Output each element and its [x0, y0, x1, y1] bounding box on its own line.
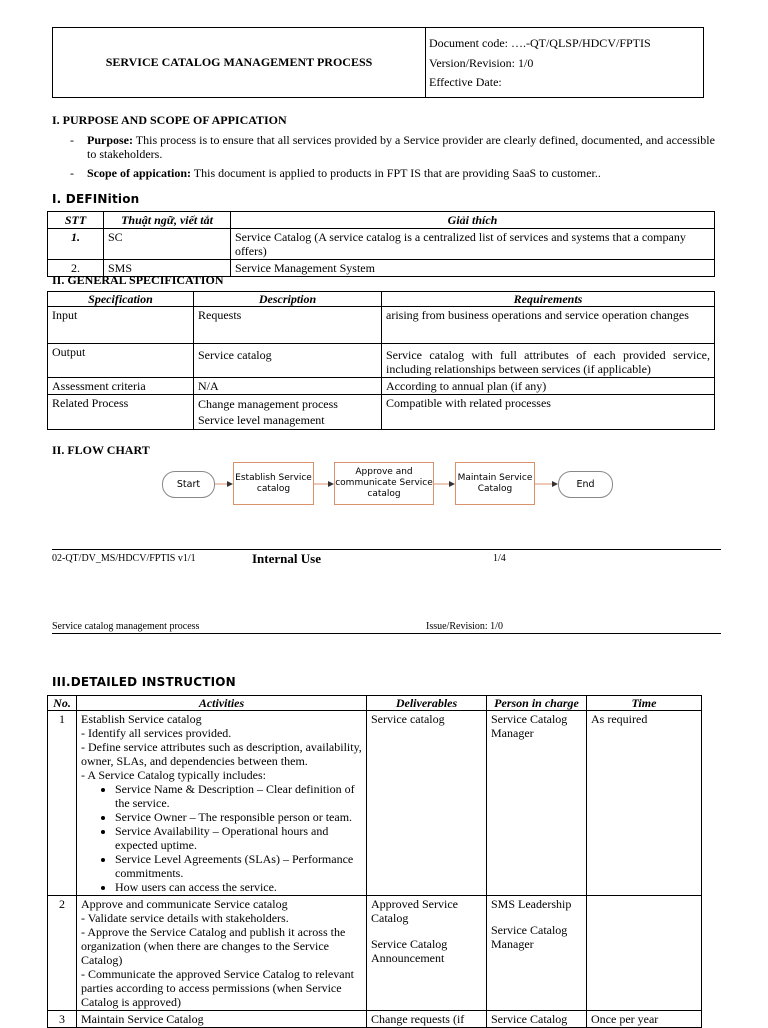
scope-text: This document is applied to products in FPT IS that are providing SaaS to customer..	[191, 166, 601, 180]
table-cell: Input	[48, 307, 194, 344]
definition-heading: I. DEFINition	[52, 192, 140, 206]
list-item: • Service Name & Description – Clear definition of the service.	[115, 782, 362, 810]
table-cell: Service Catalog	[487, 1011, 587, 1028]
column-header: Deliverables	[367, 696, 487, 711]
column-header: Activities	[77, 696, 367, 711]
activity-line: - Validate service details with stakeholders.	[81, 911, 289, 925]
table-row	[48, 395, 715, 430]
footer-page-number: 1/4	[493, 553, 506, 564]
table-cell: Service catalog	[194, 344, 382, 378]
purpose-paragraph	[87, 133, 721, 161]
list-item: • How users can access the service.	[115, 880, 362, 894]
flow-step-maintain: Maintain Service Catalog	[455, 462, 535, 505]
table-cell: Maintain Service Catalog	[77, 1011, 367, 1028]
table-cell	[367, 896, 487, 1011]
activity-line: - Approve the Service Catalog and publish it across the organization (when there are changes to the Service Catalog)	[81, 925, 346, 967]
activity-title: Establish Service catalog	[81, 712, 202, 726]
table-cell: Service Catalog Manager	[487, 711, 587, 896]
purpose-heading: I. PURPOSE AND SCOPE OF APPICATION	[52, 113, 287, 127]
page2-header-rule	[52, 633, 721, 634]
flow-step-approve: Approve and communicate Service catalog	[334, 462, 434, 505]
table-cell: Service Catalog (A service catalog is a centralized list of services and systems that a company offers)	[231, 229, 715, 260]
activity-title: Approve and communicate Service catalog	[81, 897, 288, 911]
table-row	[48, 307, 715, 344]
page2-header-right: Issue/Revision: 1/0	[426, 621, 503, 632]
list-item: • Service Availability – Operational hours and expected uptime.	[115, 824, 362, 852]
table-cell: arising from business operations and service operation changes	[382, 307, 715, 344]
table-cell	[194, 395, 382, 430]
service-attributes-list	[81, 782, 362, 894]
table-cell: 2	[48, 896, 77, 1011]
person-catalog-manager: Service Catalog Manager	[491, 923, 568, 951]
document-header	[52, 27, 704, 98]
table-header-row	[48, 696, 702, 711]
flow-step-establish: Establish Service catalog	[233, 462, 314, 505]
table-cell: Compatible with related processes	[382, 395, 715, 430]
scope-label: Scope of appication:	[87, 166, 192, 180]
list-item: • Service Level Agreements (SLAs) – Performance commitments.	[115, 852, 362, 880]
table-cell: 1	[48, 711, 77, 896]
definition-table	[47, 211, 715, 277]
table-cell: Related Process	[48, 395, 194, 430]
table-cell: As required	[587, 711, 702, 896]
flow-start-terminal: Start	[162, 471, 215, 498]
column-header: No.	[48, 696, 77, 711]
detailed-heading: III.DETAILED INSTRUCTION	[52, 675, 236, 689]
table-row	[48, 1011, 702, 1028]
activity-line: - A Service Catalog typically includes:	[81, 768, 266, 782]
list-item: • Service Owner – The responsible person or team.	[115, 810, 362, 824]
table-row	[48, 896, 702, 1011]
column-header: STT	[48, 212, 104, 229]
table-cell: 3	[48, 1011, 77, 1028]
activity-line: - Identify all services provided.	[81, 726, 232, 740]
table-cell: Service catalog with full attributes of each provided service, including relationships between services (if applicable)	[382, 344, 715, 378]
table-row	[48, 378, 715, 395]
table-cell: Once per year	[587, 1011, 702, 1028]
footer-internal-use: Internal Use	[252, 551, 321, 566]
document-version: Version/Revision: 1/0	[429, 55, 534, 70]
page2-header-left: Service catalog management process	[52, 621, 200, 632]
purpose-dash: -	[70, 133, 74, 147]
table-cell: N/A	[194, 378, 382, 395]
table-cell: Change requests (if	[367, 1011, 487, 1028]
column-header: Time	[587, 696, 702, 711]
document-meta	[429, 34, 651, 93]
table-cell	[77, 896, 367, 1011]
column-header: Thuật ngữ, viết tắt	[104, 212, 231, 229]
table-cell: Output	[48, 344, 194, 378]
column-header: Person in charge	[487, 696, 587, 711]
purpose-text: This process is to ensure that all services provided by a Service provider are clearly defined, documented, and accessible to stakeholders.	[87, 133, 715, 161]
column-header: Giải thích	[231, 212, 715, 229]
general-heading: II. GENERAL SPECIFICATION	[52, 273, 224, 287]
column-header: Description	[194, 292, 382, 307]
column-header: Requirements	[382, 292, 715, 307]
table-header-row	[48, 292, 715, 307]
document-title: SERVICE CATALOG MANAGEMENT PROCESS	[53, 28, 426, 97]
footer-rule	[52, 549, 721, 550]
table-row	[48, 711, 702, 896]
table-header-row	[48, 212, 715, 229]
scope-dash: -	[70, 166, 74, 180]
cell-spacer	[491, 911, 582, 923]
effective-date: Effective Date:	[429, 75, 502, 89]
related-process-1: Change management process	[198, 397, 338, 411]
flow-end-terminal: End	[558, 471, 613, 498]
table-cell: SMS	[104, 260, 231, 277]
table-cell	[77, 711, 367, 896]
activity-line: - Define service attributes such as description, availability, owner, SLAs, and dependencies between them.	[81, 740, 362, 768]
activity-line: - Communicate the approved Service Catalog to relevant parties according to access permissions (when Service Catalog is approved)	[81, 967, 354, 1009]
table-cell: According to annual plan (if any)	[382, 378, 715, 395]
column-header: Specification	[48, 292, 194, 307]
table-cell: SC	[104, 229, 231, 260]
footer-code: 02-QT/DV_MS/HDCV/FPTIS v1/1	[52, 553, 196, 564]
table-cell: 2.	[48, 260, 104, 277]
table-cell: Service Management System	[231, 260, 715, 277]
table-row	[48, 344, 715, 378]
detailed-table	[47, 695, 702, 1028]
table-cell: Assessment criteria	[48, 378, 194, 395]
flowchart-heading: II. FLOW CHART	[52, 443, 150, 457]
related-process-2: Service level management	[198, 413, 325, 427]
table-row	[48, 229, 715, 260]
table-cell	[587, 896, 702, 1011]
table-cell: Requests	[194, 307, 382, 344]
table-cell: 1.	[48, 229, 104, 260]
person-sms-leadership: SMS Leadership	[491, 897, 572, 911]
scope-paragraph	[87, 166, 721, 180]
purpose-label: Purpose:	[87, 133, 133, 147]
cell-spacer	[371, 925, 482, 937]
deliverable-announcement: Service Catalog Announcement	[371, 937, 448, 965]
general-table	[47, 291, 715, 430]
table-cell	[487, 896, 587, 1011]
deliverable-approved: Approved Service Catalog	[371, 897, 458, 925]
table-cell: Service catalog	[367, 711, 487, 896]
document-code: Document code: ….-QT/QLSP/HDCV/FPTIS	[429, 36, 651, 50]
